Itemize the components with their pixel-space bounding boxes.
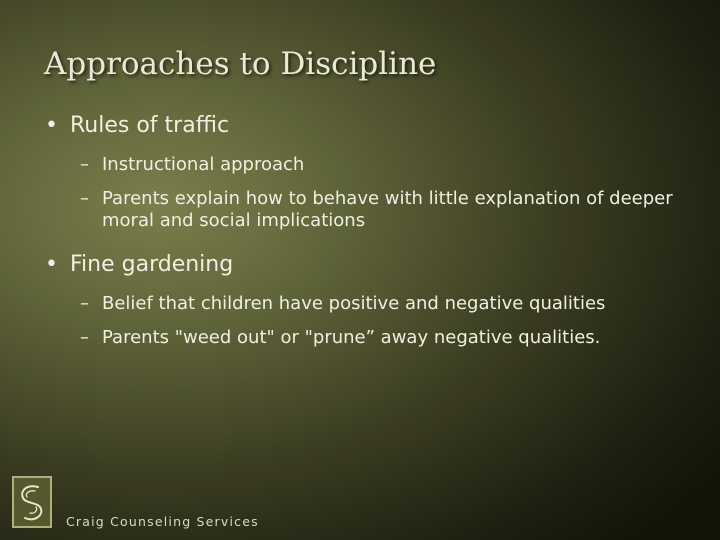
sub-bullet-text: Instructional approach [102, 153, 305, 175]
bullet-symbol: • [45, 113, 58, 138]
bullet-text: Fine gardening [70, 252, 234, 278]
sub-bullet-symbol: – [80, 188, 89, 210]
bullet-item [40, 112, 680, 140]
slide-title: Approaches to Discipline [44, 46, 437, 82]
bullet-item [40, 251, 680, 279]
sub-bullet-symbol: – [80, 153, 89, 175]
sub-bullet-text: Parents explain how to behave with little explanation of deeper moral and social implications [102, 188, 673, 231]
sub-bullet-symbol: – [80, 327, 89, 349]
sub-bullet-item [40, 293, 680, 315]
bullet-text: Rules of traffic [70, 113, 230, 138]
sub-bullet-symbol: – [80, 292, 89, 314]
sub-bullet-text: Parents "weed out" or "prune” away negative qualities. [102, 327, 601, 349]
spiral-s-logo-icon [12, 476, 52, 528]
sub-bullet-text: Belief that children have positive and negative qualities [102, 292, 606, 314]
sub-bullet-item [40, 327, 680, 349]
bullet-symbol: • [45, 252, 58, 278]
sub-bullet-item [40, 154, 680, 176]
sub-bullet-item [40, 188, 680, 231]
footer-company-name: Craig Counseling Services [66, 514, 259, 529]
slide-content [40, 112, 680, 362]
